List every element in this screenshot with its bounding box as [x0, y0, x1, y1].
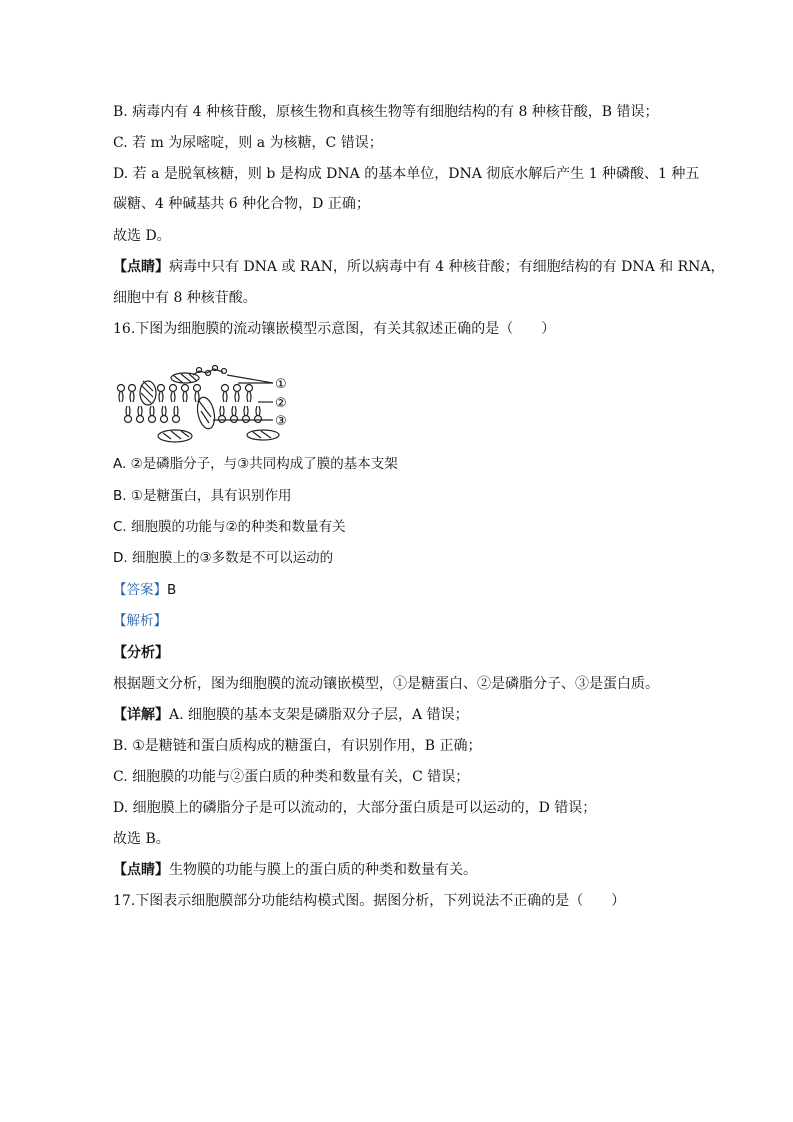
line-choose-d: 故选 D。 [113, 228, 171, 244]
dianjing-2-tag: 【点睛】 [113, 862, 169, 878]
option-a: A. ②是磷脂分子，与③共同构成了膜的基本支架 [113, 456, 398, 472]
answer-line [113, 580, 176, 600]
line-b-viruses: B. 病毒内有 4 种核苷酸，原核生物和真核生物等有细胞结构的有 8 种核苷酸，B 错误； [113, 104, 659, 120]
dianjing-tag: 【点睛】 [113, 259, 169, 275]
detail-b: B. ①是糖链和蛋白质构成的糖蛋白，有识别作用，B 正确； [113, 738, 482, 754]
lipid-head [170, 385, 177, 392]
xiangjie-text: A. 细胞膜的基本支架是磷脂双分子层，A 错误； [169, 707, 469, 723]
fenxi-text: 根据题文分析，图为细胞膜的流动镶嵌模型，①是糖蛋白、②是磷脂分子、③是蛋白质。 [113, 676, 659, 692]
protein-bottom-right [247, 430, 279, 440]
lipid-head [125, 416, 132, 423]
lipid-head [161, 416, 168, 423]
answer-tag: 【答案】 [113, 582, 167, 598]
lipid-head [246, 385, 253, 392]
dianjing-2-text: 生物膜的功能与膜上的蛋白质的种类和数量有关。 [169, 862, 477, 878]
detail-c: C. 细胞膜的功能与②蛋白质的种类和数量有关，C 错误； [113, 769, 470, 785]
lipid-head [194, 385, 201, 392]
line-d-cont: 碳糖、4 种碱基共 6 种化合物，D 正确； [113, 196, 370, 212]
dianjing-text: 病毒中只有 DNA 或 RAN，所以病毒中有 4 种核苷酸；有细胞结构的有 DNA 和 RNA， [169, 259, 725, 275]
figure-label-1: ① [275, 377, 287, 392]
line-c-uracil: C. 若 m 为尿嘧啶，则 a 为核糖，C 错误； [113, 135, 383, 151]
protein-embedded [140, 381, 156, 405]
lipid-head [231, 416, 238, 423]
detail-d: D. 细胞膜上的磷脂分子是可以流动的，大部分蛋白质是可以运动的，D 错误； [113, 800, 597, 816]
lipid-head [255, 416, 262, 423]
figure-label-3: ③ [275, 414, 287, 429]
jiexi-tag: 【解析】 [113, 613, 167, 629]
figure-label-2: ② [275, 396, 287, 411]
choose-b: 故选 B。 [113, 831, 170, 847]
dianjing-2-line [113, 860, 477, 880]
answer-value: B [167, 582, 177, 598]
question-16: 16.下图为细胞膜的流动镶嵌模型示意图，有关其叙述正确的是（ ） [113, 321, 556, 337]
question-17: 17.下图表示细胞膜部分功能结构模式图。据图分析，下列说法不正确的是（ ） [113, 893, 626, 909]
line-dianjing-1 [113, 257, 724, 277]
lipid-head [118, 385, 125, 392]
line-dianjing-1-cont: 细胞中有 8 种核苷酸。 [113, 290, 257, 306]
line-d-deoxyribose: D. 若 a 是脱氧核糖，则 b 是构成 DNA 的基本单位，DNA 彻底水解后产生 1 种磷酸、1 种五 [113, 166, 700, 182]
lipid-head [243, 416, 250, 423]
option-c: C. 细胞膜的功能与②的种类和数量有关 [113, 519, 346, 535]
xiangjie-tag: 【详解】 [113, 707, 169, 723]
lipid-head [173, 416, 180, 423]
lipid-head [129, 385, 136, 392]
lipid-head [182, 385, 189, 392]
lipid-head [234, 385, 241, 392]
lipid-head [219, 416, 226, 423]
lipid-head [222, 385, 229, 392]
lipid-head [137, 416, 144, 423]
lipid-head [158, 385, 165, 392]
cell-membrane-figure [113, 365, 298, 447]
lipid-head [149, 416, 156, 423]
xiangjie-line [113, 705, 469, 725]
option-d: D. 细胞膜上的③多数是不可以运动的 [113, 550, 334, 566]
option-b: B. ①是糖蛋白，具有识别作用 [113, 488, 292, 504]
fenxi-tag: 【分析】 [113, 645, 169, 661]
